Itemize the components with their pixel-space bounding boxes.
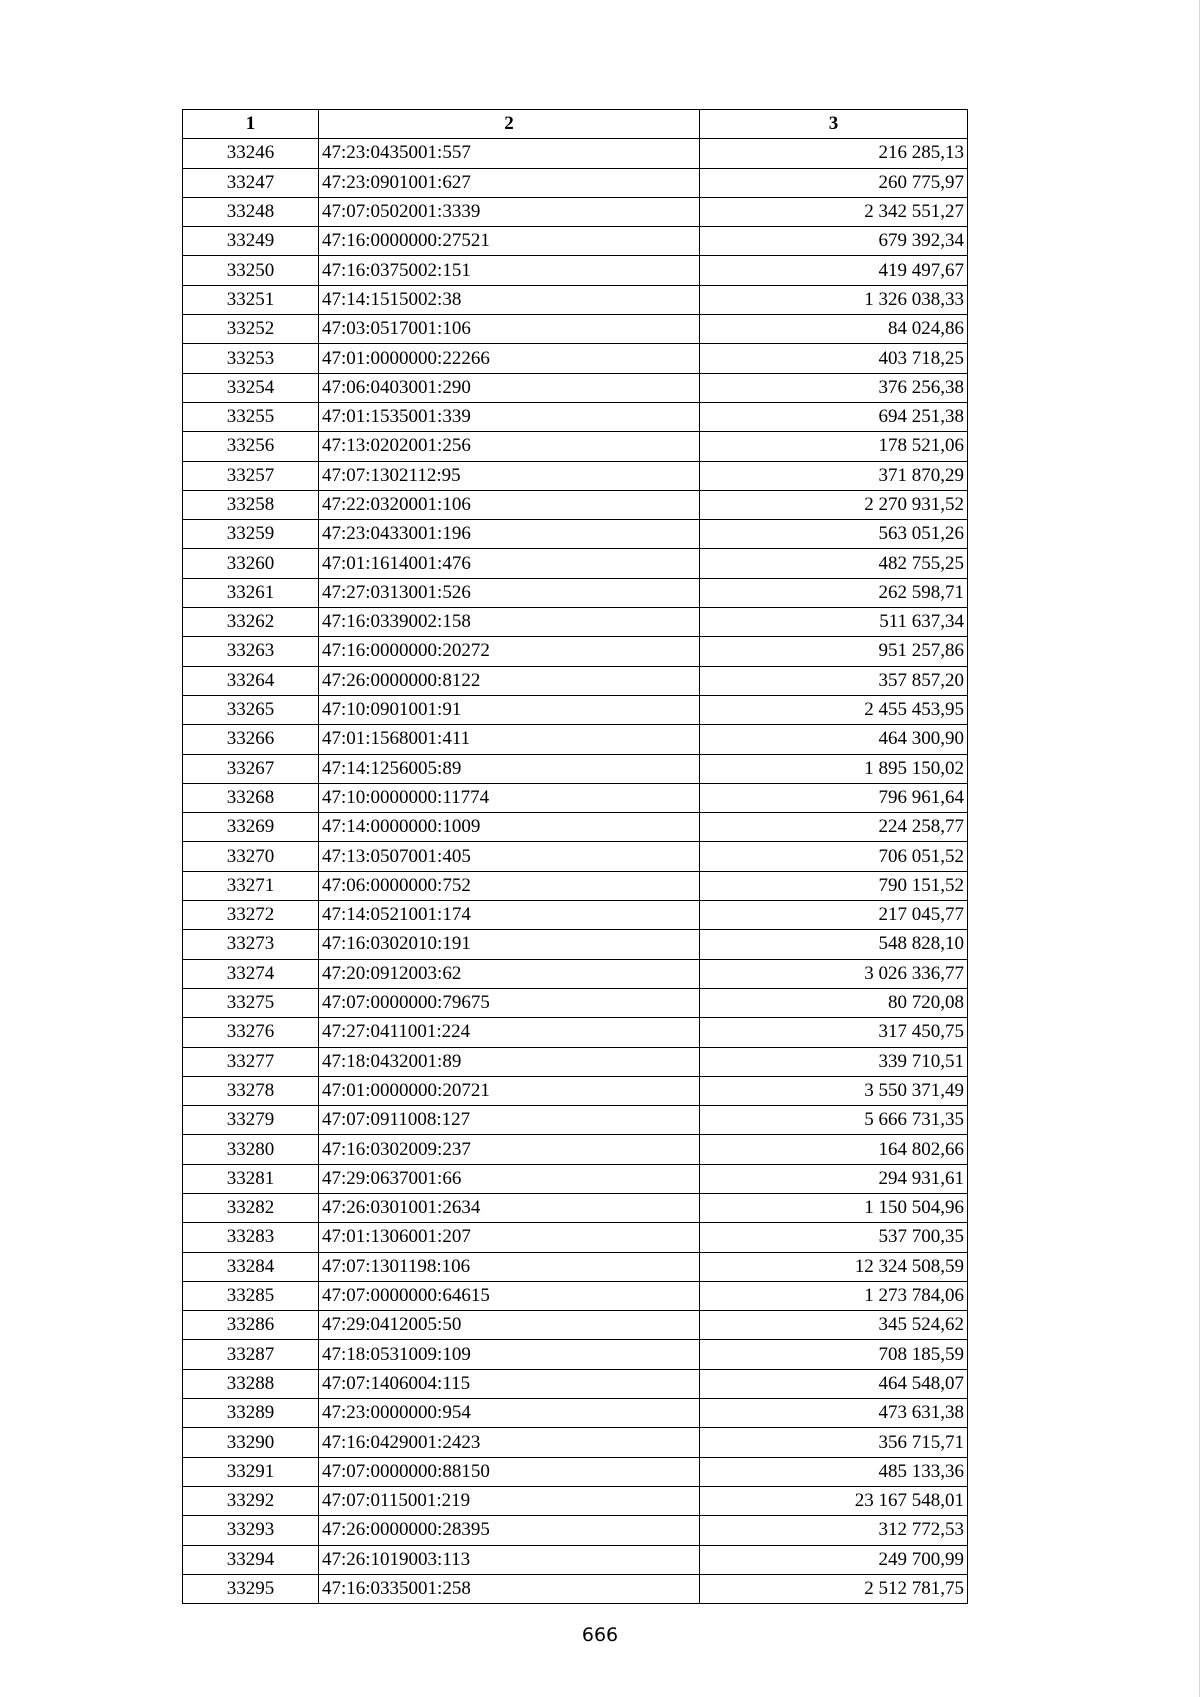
cadastral-value-cell: 3 026 336,77 <box>700 959 968 988</box>
table-row <box>183 402 968 431</box>
table-row <box>183 344 968 373</box>
cadastral-number-cell: 47:07:0000000:64615 <box>319 1281 700 1310</box>
table-row <box>183 578 968 607</box>
table-body <box>183 139 968 1604</box>
table-row <box>183 1076 968 1105</box>
cadastral-number-cell: 47:01:0000000:22266 <box>319 344 700 373</box>
cadastral-value-cell: 1 326 038,33 <box>700 285 968 314</box>
cadastral-number-cell: 47:27:0313001:526 <box>319 578 700 607</box>
cadastral-value-cell: 464 548,07 <box>700 1369 968 1398</box>
cadastral-number-cell: 47:26:1019003:113 <box>319 1545 700 1574</box>
cadastral-number-cell: 47:07:0911008:127 <box>319 1106 700 1135</box>
row-number-cell: 33250 <box>183 256 319 285</box>
cadastral-value-cell: 1 895 150,02 <box>700 754 968 783</box>
cadastral-value-cell: 548 828,10 <box>700 930 968 959</box>
table-row <box>183 1340 968 1369</box>
table-row <box>183 695 968 724</box>
cadastral-number-cell: 47:14:1515002:38 <box>319 285 700 314</box>
cadastral-number-cell: 47:23:0433001:196 <box>319 520 700 549</box>
row-number-cell: 33246 <box>183 139 319 168</box>
row-number-cell: 33253 <box>183 344 319 373</box>
cadastral-value-cell: 708 185,59 <box>700 1340 968 1369</box>
table-row <box>183 139 968 168</box>
table-row <box>183 197 968 226</box>
row-number-cell: 33259 <box>183 520 319 549</box>
row-number-cell: 33288 <box>183 1369 319 1398</box>
cadastral-number-cell: 47:18:0432001:89 <box>319 1047 700 1076</box>
table-row <box>183 1428 968 1457</box>
row-number-cell: 33247 <box>183 168 319 197</box>
cadastral-number-cell: 47:06:0403001:290 <box>319 373 700 402</box>
cadastral-value-cell: 419 497,67 <box>700 256 968 285</box>
column-header-value: 3 <box>700 110 968 139</box>
cadastral-number-cell: 47:01:1568001:411 <box>319 725 700 754</box>
cadastral-value-cell: 2 342 551,27 <box>700 197 968 226</box>
row-number-cell: 33286 <box>183 1311 319 1340</box>
row-number-cell: 33290 <box>183 1428 319 1457</box>
column-header-cadastral-number: 2 <box>319 110 700 139</box>
row-number-cell: 33276 <box>183 1018 319 1047</box>
table-row <box>183 1486 968 1515</box>
table-row <box>183 315 968 344</box>
cadastral-value-cell: 260 775,97 <box>700 168 968 197</box>
cadastral-number-cell: 47:07:0000000:79675 <box>319 988 700 1017</box>
table-row <box>183 930 968 959</box>
cadastral-value-cell: 312 772,53 <box>700 1516 968 1545</box>
row-number-cell: 33249 <box>183 227 319 256</box>
cadastral-number-cell: 47:16:0302010:191 <box>319 930 700 959</box>
row-number-cell: 33283 <box>183 1223 319 1252</box>
cadastral-number-cell: 47:29:0637001:66 <box>319 1164 700 1193</box>
cadastral-value-cell: 403 718,25 <box>700 344 968 373</box>
cadastral-value-cell: 2 270 931,52 <box>700 490 968 519</box>
row-number-cell: 33294 <box>183 1545 319 1574</box>
cadastral-value-cell: 464 300,90 <box>700 725 968 754</box>
row-number-cell: 33261 <box>183 578 319 607</box>
table-row <box>183 1193 968 1222</box>
cadastral-number-cell: 47:16:0335001:258 <box>319 1574 700 1603</box>
table-row <box>183 227 968 256</box>
cadastral-number-cell: 47:16:0375002:151 <box>319 256 700 285</box>
row-number-cell: 33295 <box>183 1574 319 1603</box>
cadastral-number-cell: 47:26:0000000:8122 <box>319 666 700 695</box>
cadastral-number-cell: 47:16:0000000:27521 <box>319 227 700 256</box>
row-number-cell: 33274 <box>183 959 319 988</box>
table-row <box>183 1574 968 1603</box>
cadastral-value-cell: 1 150 504,96 <box>700 1193 968 1222</box>
cadastral-number-cell: 47:23:0435001:557 <box>319 139 700 168</box>
row-number-cell: 33252 <box>183 315 319 344</box>
cadastral-value-cell: 371 870,29 <box>700 461 968 490</box>
row-number-cell: 33265 <box>183 695 319 724</box>
row-number-cell: 33280 <box>183 1135 319 1164</box>
row-number-cell: 33256 <box>183 432 319 461</box>
row-number-cell: 33277 <box>183 1047 319 1076</box>
row-number-cell: 33272 <box>183 901 319 930</box>
row-number-cell: 33254 <box>183 373 319 402</box>
cadastral-value-cell: 80 720,08 <box>700 988 968 1017</box>
row-number-cell: 33258 <box>183 490 319 519</box>
row-number-cell: 33267 <box>183 754 319 783</box>
cadastral-value-cell: 679 392,34 <box>700 227 968 256</box>
cadastral-value-cell: 1 273 784,06 <box>700 1281 968 1310</box>
table-row <box>183 461 968 490</box>
row-number-cell: 33263 <box>183 637 319 666</box>
cadastral-number-cell: 47:07:0115001:219 <box>319 1486 700 1515</box>
cadastral-value-cell: 317 450,75 <box>700 1018 968 1047</box>
table-row <box>183 1369 968 1398</box>
cadastral-value-cell: 563 051,26 <box>700 520 968 549</box>
table-row <box>183 1223 968 1252</box>
cadastral-value-cell: 164 802,66 <box>700 1135 968 1164</box>
cadastral-value-cell: 84 024,86 <box>700 315 968 344</box>
column-header-number: 1 <box>183 110 319 139</box>
row-number-cell: 33257 <box>183 461 319 490</box>
cadastral-value-cell: 706 051,52 <box>700 842 968 871</box>
cadastral-value-cell: 511 637,34 <box>700 608 968 637</box>
cadastral-number-cell: 47:01:1306001:207 <box>319 1223 700 1252</box>
table-row <box>183 285 968 314</box>
cadastral-value-cell: 294 931,61 <box>700 1164 968 1193</box>
table-row <box>183 813 968 842</box>
cadastral-number-cell: 47:23:0901001:627 <box>319 168 700 197</box>
cadastral-value-cell: 2 512 781,75 <box>700 1574 968 1603</box>
row-number-cell: 33260 <box>183 549 319 578</box>
table-row <box>183 1135 968 1164</box>
cadastral-value-cell: 694 251,38 <box>700 402 968 431</box>
cadastral-value-cell: 23 167 548,01 <box>700 1486 968 1515</box>
cadastral-number-cell: 47:01:1535001:339 <box>319 402 700 431</box>
row-number-cell: 33289 <box>183 1399 319 1428</box>
table-row <box>183 432 968 461</box>
table-row <box>183 256 968 285</box>
cadastral-number-cell: 47:07:1406004:115 <box>319 1369 700 1398</box>
table-row <box>183 168 968 197</box>
cadastral-number-cell: 47:23:0000000:954 <box>319 1399 700 1428</box>
row-number-cell: 33266 <box>183 725 319 754</box>
table-row <box>183 637 968 666</box>
table-header-row <box>183 110 968 139</box>
cadastral-number-cell: 47:20:0912003:62 <box>319 959 700 988</box>
row-number-cell: 33270 <box>183 842 319 871</box>
cadastral-number-cell: 47:16:0000000:20272 <box>319 637 700 666</box>
row-number-cell: 33275 <box>183 988 319 1017</box>
row-number-cell: 33271 <box>183 871 319 900</box>
row-number-cell: 33278 <box>183 1076 319 1105</box>
table-row <box>183 871 968 900</box>
table-row <box>183 725 968 754</box>
cadastral-value-cell: 357 857,20 <box>700 666 968 695</box>
row-number-cell: 33292 <box>183 1486 319 1515</box>
cadastral-number-cell: 47:13:0202001:256 <box>319 432 700 461</box>
cadastral-number-cell: 47:07:0000000:88150 <box>319 1457 700 1486</box>
row-number-cell: 33268 <box>183 783 319 812</box>
cadastral-number-cell: 47:10:0901001:91 <box>319 695 700 724</box>
cadastral-value-cell: 339 710,51 <box>700 1047 968 1076</box>
table-row <box>183 608 968 637</box>
table-row <box>183 783 968 812</box>
cadastral-number-cell: 47:10:0000000:11774 <box>319 783 700 812</box>
row-number-cell: 33264 <box>183 666 319 695</box>
table-row <box>183 754 968 783</box>
cadastral-value-cell: 473 631,38 <box>700 1399 968 1428</box>
row-number-cell: 33282 <box>183 1193 319 1222</box>
cadastral-value-cell: 2 455 453,95 <box>700 695 968 724</box>
cadastral-number-cell: 47:16:0339002:158 <box>319 608 700 637</box>
table-row <box>183 666 968 695</box>
cadastral-value-cell: 485 133,36 <box>700 1457 968 1486</box>
table-row <box>183 842 968 871</box>
row-number-cell: 33262 <box>183 608 319 637</box>
row-number-cell: 33248 <box>183 197 319 226</box>
cadastral-number-cell: 47:27:0411001:224 <box>319 1018 700 1047</box>
cadastral-number-cell: 47:01:1614001:476 <box>319 549 700 578</box>
cadastral-value-cell: 3 550 371,49 <box>700 1076 968 1105</box>
table-row <box>183 1018 968 1047</box>
table-row <box>183 1545 968 1574</box>
cadastral-number-cell: 47:07:0502001:3339 <box>319 197 700 226</box>
table-row <box>183 1252 968 1281</box>
cadastral-value-cell: 345 524,62 <box>700 1311 968 1340</box>
cadastral-number-cell: 47:13:0507001:405 <box>319 842 700 871</box>
table-row <box>183 1399 968 1428</box>
cadastral-value-cell: 224 258,77 <box>700 813 968 842</box>
cadastral-number-cell: 47:22:0320001:106 <box>319 490 700 519</box>
row-number-cell: 33255 <box>183 402 319 431</box>
cadastral-number-cell: 47:06:0000000:752 <box>319 871 700 900</box>
table-row <box>183 520 968 549</box>
table-row <box>183 1311 968 1340</box>
cadastral-number-cell: 47:03:0517001:106 <box>319 315 700 344</box>
page-number: 666 <box>581 1624 619 1646</box>
row-number-cell: 33269 <box>183 813 319 842</box>
row-number-cell: 33284 <box>183 1252 319 1281</box>
cadastral-number-cell: 47:14:0000000:1009 <box>319 813 700 842</box>
cadastral-value-cell: 951 257,86 <box>700 637 968 666</box>
cadastral-number-cell: 47:07:1302112:95 <box>319 461 700 490</box>
cadastral-value-cell: 249 700,99 <box>700 1545 968 1574</box>
table-row <box>183 988 968 1017</box>
cadastral-value-cell: 216 285,13 <box>700 139 968 168</box>
table-row <box>183 901 968 930</box>
row-number-cell: 33279 <box>183 1106 319 1135</box>
cadastral-value-cell: 5 666 731,35 <box>700 1106 968 1135</box>
table-row <box>183 373 968 402</box>
cadastral-number-cell: 47:14:0521001:174 <box>319 901 700 930</box>
cadastral-value-cell: 262 598,71 <box>700 578 968 607</box>
table-row <box>183 1047 968 1076</box>
cadastral-number-cell: 47:26:0301001:2634 <box>319 1193 700 1222</box>
cadastral-number-cell: 47:18:0531009:109 <box>319 1340 700 1369</box>
cadastral-number-cell: 47:01:0000000:20721 <box>319 1076 700 1105</box>
cadastral-value-cell: 482 755,25 <box>700 549 968 578</box>
cadastral-number-cell: 47:07:1301198:106 <box>319 1252 700 1281</box>
cadastral-number-cell: 47:29:0412005:50 <box>319 1311 700 1340</box>
cadastral-value-cell: 12 324 508,59 <box>700 1252 968 1281</box>
table-row <box>183 1281 968 1310</box>
row-number-cell: 33281 <box>183 1164 319 1193</box>
row-number-cell: 33273 <box>183 930 319 959</box>
table-row <box>183 549 968 578</box>
cadastral-value-cell: 796 961,64 <box>700 783 968 812</box>
table-row <box>183 490 968 519</box>
row-number-cell: 33287 <box>183 1340 319 1369</box>
cadastral-number-cell: 47:16:0302009:237 <box>319 1135 700 1164</box>
table-row <box>183 1457 968 1486</box>
row-number-cell: 33251 <box>183 285 319 314</box>
cadastral-value-cell: 217 045,77 <box>700 901 968 930</box>
cadastral-value-cell: 790 151,52 <box>700 871 968 900</box>
cadastral-number-cell: 47:26:0000000:28395 <box>319 1516 700 1545</box>
cadastral-value-cell: 356 715,71 <box>700 1428 968 1457</box>
table-row <box>183 1164 968 1193</box>
table-row <box>183 1516 968 1545</box>
cadastral-number-cell: 47:14:1256005:89 <box>319 754 700 783</box>
row-number-cell: 33293 <box>183 1516 319 1545</box>
table-row <box>183 959 968 988</box>
cadastral-value-table <box>182 109 968 1604</box>
table-row <box>183 1106 968 1135</box>
cadastral-value-cell: 537 700,35 <box>700 1223 968 1252</box>
cadastral-value-cell: 376 256,38 <box>700 373 968 402</box>
cadastral-number-cell: 47:16:0429001:2423 <box>319 1428 700 1457</box>
row-number-cell: 33285 <box>183 1281 319 1310</box>
row-number-cell: 33291 <box>183 1457 319 1486</box>
cadastral-value-cell: 178 521,06 <box>700 432 968 461</box>
